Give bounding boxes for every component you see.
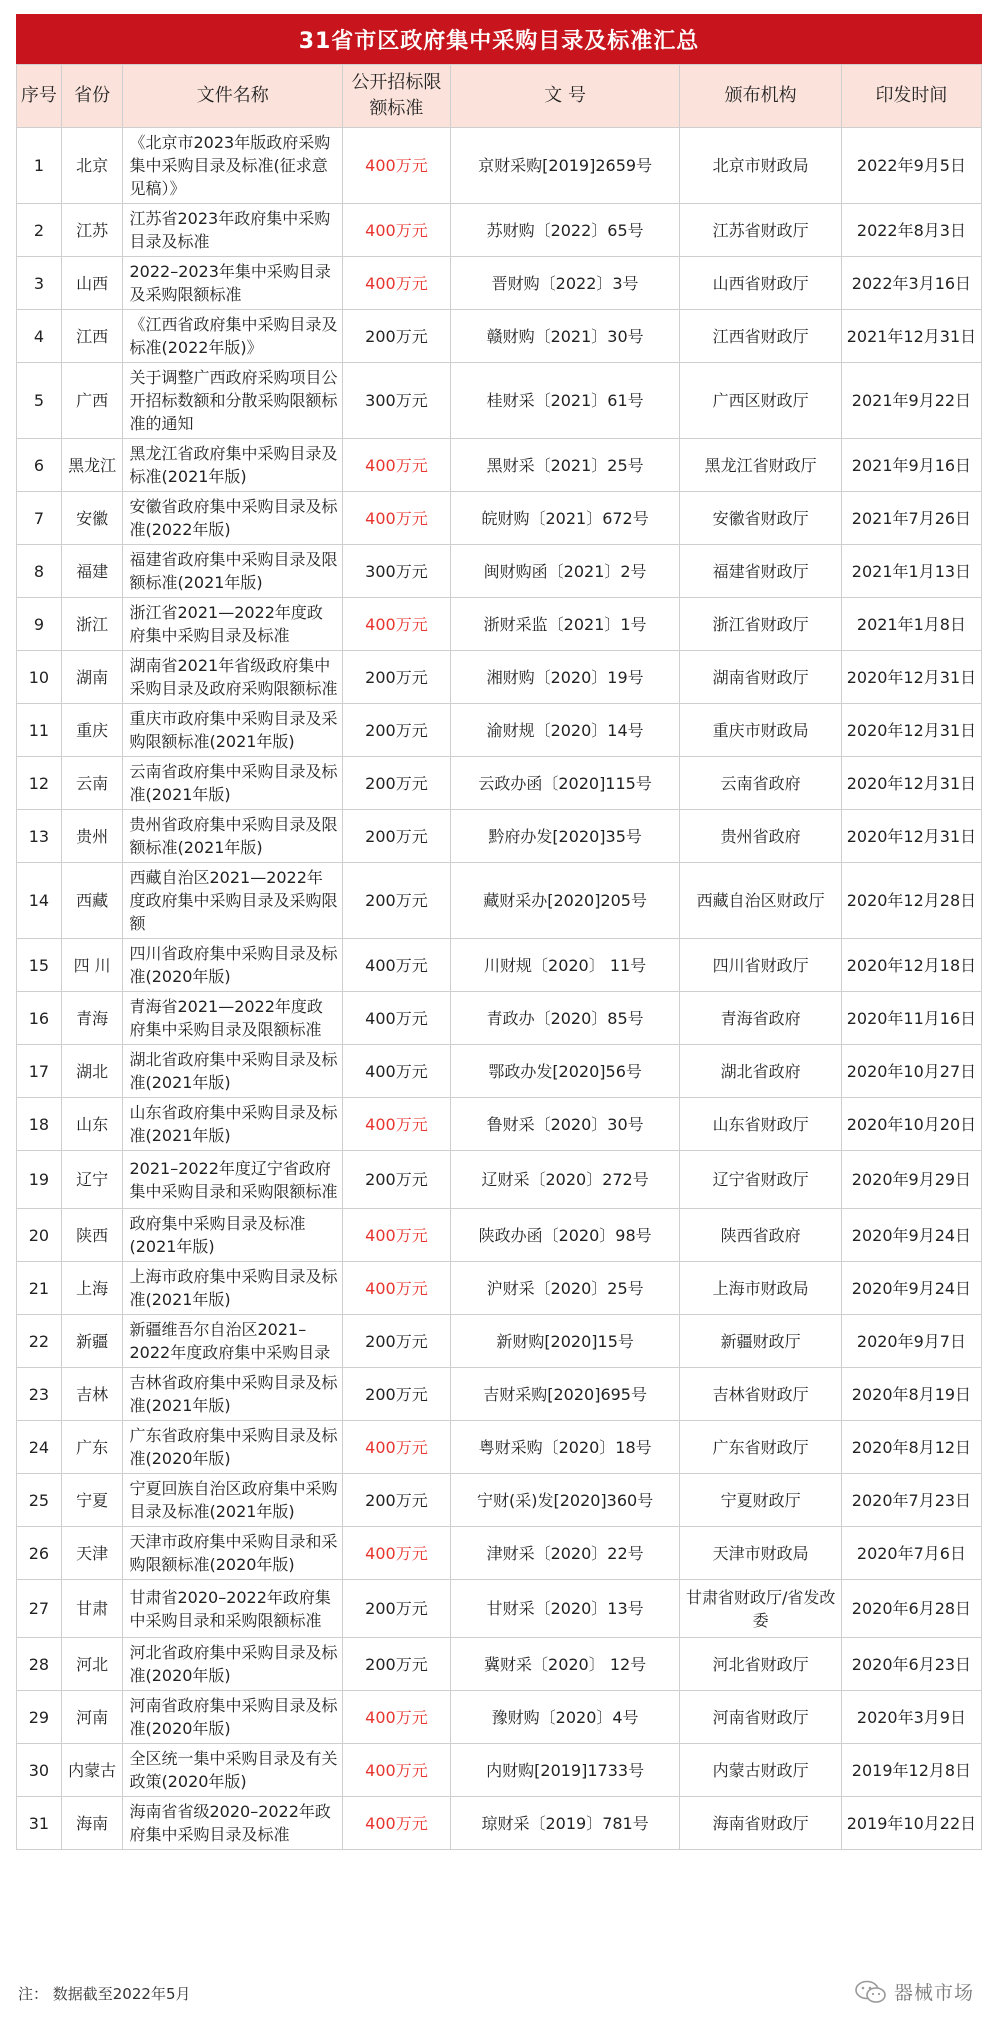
cell-no: 29 <box>17 1691 62 1744</box>
cell-doc: 新疆维吾尔自治区2021–2022年度政府集中采购目录 <box>123 1315 343 1368</box>
cell-doc-number: 甘财采〔2020〕13号 <box>450 1580 680 1638</box>
cell-standard: 200万元 <box>343 1474 451 1527</box>
cell-no: 1 <box>17 128 62 204</box>
cell-doc: 宁夏回族自治区政府集中采购目录及标准(2021年版) <box>123 1474 343 1527</box>
cell-standard: 400万元 <box>343 992 451 1045</box>
cell-doc-number: 新财购[2020]15号 <box>450 1315 680 1368</box>
cell-doc: 四川省政府集中采购目录及标准(2020年版) <box>123 939 343 992</box>
cell-issuer: 西藏自治区财政厅 <box>680 863 841 939</box>
cell-doc: 云南省政府集中采购目录及标准(2021年版) <box>123 757 343 810</box>
cell-no: 5 <box>17 363 62 439</box>
table-row <box>17 1045 982 1098</box>
cell-no: 9 <box>17 598 62 651</box>
table-row <box>17 1580 982 1638</box>
cell-issuer: 北京市财政局 <box>680 128 841 204</box>
cell-date: 2020年7月23日 <box>841 1474 981 1527</box>
table-row <box>17 128 982 204</box>
cell-doc-number: 内财购[2019]1733号 <box>450 1744 680 1797</box>
cell-issuer: 吉林省财政厅 <box>680 1368 841 1421</box>
cell-province: 宁夏 <box>61 1474 123 1527</box>
table-row <box>17 1421 982 1474</box>
cell-doc-number: 京财采购[2019]2659号 <box>450 128 680 204</box>
cell-doc: 青海省2021—2022年度政府集中采购目录及限额标准 <box>123 992 343 1045</box>
cell-issuer: 四川省财政厅 <box>680 939 841 992</box>
table-header-row <box>17 65 982 128</box>
cell-standard: 400万元 <box>343 1691 451 1744</box>
cell-doc: 贵州省政府集中采购目录及限额标准(2021年版) <box>123 810 343 863</box>
cell-date: 2020年11月16日 <box>841 992 981 1045</box>
cell-province: 内蒙古 <box>61 1744 123 1797</box>
cell-province: 湖北 <box>61 1045 123 1098</box>
cell-doc-number: 晋财购〔2022〕3号 <box>450 257 680 310</box>
cell-doc: 上海市政府集中采购目录及标准(2021年版) <box>123 1262 343 1315</box>
cell-province: 湖南 <box>61 651 123 704</box>
cell-doc-number: 云政办函〔2020]115号 <box>450 757 680 810</box>
cell-issuer: 安徽省财政厅 <box>680 492 841 545</box>
cell-doc: 关于调整广西政府采购项目公开招标数额和分散采购限额标准的通知 <box>123 363 343 439</box>
cell-no: 21 <box>17 1262 62 1315</box>
cell-standard: 400万元 <box>343 1045 451 1098</box>
cell-province: 河北 <box>61 1638 123 1691</box>
cell-doc-number: 冀财采〔2020〕 12号 <box>450 1638 680 1691</box>
cell-issuer: 广西区财政厅 <box>680 363 841 439</box>
cell-province: 贵州 <box>61 810 123 863</box>
cell-standard: 400万元 <box>343 939 451 992</box>
cell-standard: 400万元 <box>343 1262 451 1315</box>
cell-doc: 河南省政府集中采购目录及标准(2020年版) <box>123 1691 343 1744</box>
cell-no: 7 <box>17 492 62 545</box>
cell-doc-number: 藏财采办[2020]205号 <box>450 863 680 939</box>
cell-standard: 200万元 <box>343 1580 451 1638</box>
cell-province: 山西 <box>61 257 123 310</box>
cell-date: 2020年9月24日 <box>841 1262 981 1315</box>
cell-doc: 政府集中采购目录及标准(2021年版) <box>123 1209 343 1262</box>
cell-doc: 安徽省政府集中采购目录及标准(2022年版) <box>123 492 343 545</box>
table-row <box>17 1315 982 1368</box>
cell-issuer: 湖南省财政厅 <box>680 651 841 704</box>
table-row <box>17 1691 982 1744</box>
cell-province: 辽宁 <box>61 1151 123 1209</box>
cell-standard: 200万元 <box>343 310 451 363</box>
table-row <box>17 1368 982 1421</box>
cell-doc: 天津市政府集中采购目录和采购限额标准(2020年版) <box>123 1527 343 1580</box>
cell-issuer: 海南省财政厅 <box>680 1797 841 1850</box>
table-row <box>17 651 982 704</box>
cell-standard: 200万元 <box>343 1315 451 1368</box>
cell-date: 2020年8月12日 <box>841 1421 981 1474</box>
cell-standard: 400万元 <box>343 257 451 310</box>
cell-issuer: 江西省财政厅 <box>680 310 841 363</box>
table-row <box>17 939 982 992</box>
cell-date: 2020年12月18日 <box>841 939 981 992</box>
cell-standard: 400万元 <box>343 492 451 545</box>
cell-date: 2020年9月24日 <box>841 1209 981 1262</box>
cell-date: 2020年9月7日 <box>841 1315 981 1368</box>
cell-no: 18 <box>17 1098 62 1151</box>
cell-province: 福建 <box>61 545 123 598</box>
cell-date: 2022年3月16日 <box>841 257 981 310</box>
cell-issuer: 新疆财政厅 <box>680 1315 841 1368</box>
cell-no: 28 <box>17 1638 62 1691</box>
table-row <box>17 1098 982 1151</box>
cell-issuer: 宁夏财政厅 <box>680 1474 841 1527</box>
footnote: 注： 数据截至2022年5月 <box>18 1985 191 2003</box>
cell-no: 8 <box>17 545 62 598</box>
cell-doc: 福建省政府集中采购目录及限额标准(2021年版) <box>123 545 343 598</box>
table-row <box>17 439 982 492</box>
cell-date: 2021年1月13日 <box>841 545 981 598</box>
cell-doc: 2022–2023年集中采购目录及采购限额标准 <box>123 257 343 310</box>
table-row <box>17 310 982 363</box>
cell-date: 2021年7月26日 <box>841 492 981 545</box>
column-header: 印发时间 <box>841 65 981 128</box>
cell-no: 2 <box>17 204 62 257</box>
cell-province: 山东 <box>61 1098 123 1151</box>
table-row <box>17 1527 982 1580</box>
cell-province: 黑龙江 <box>61 439 123 492</box>
cell-doc-number: 渝财规〔2020〕14号 <box>450 704 680 757</box>
cell-doc: 河北省政府集中采购目录及标准(2020年版) <box>123 1638 343 1691</box>
cell-date: 2021年9月22日 <box>841 363 981 439</box>
cell-date: 2021年1月8日 <box>841 598 981 651</box>
cell-doc: 湖南省2021年省级政府集中采购目录及政府采购限额标准 <box>123 651 343 704</box>
cell-issuer: 福建省财政厅 <box>680 545 841 598</box>
cell-no: 4 <box>17 310 62 363</box>
cell-doc-number: 鄂政办发[2020]56号 <box>450 1045 680 1098</box>
cell-doc: 甘肃省2020–2022年政府集中采购目录和采购限额标准 <box>123 1580 343 1638</box>
cell-date: 2020年12月31日 <box>841 704 981 757</box>
cell-province: 新疆 <box>61 1315 123 1368</box>
cell-no: 25 <box>17 1474 62 1527</box>
cell-province: 陕西 <box>61 1209 123 1262</box>
cell-standard: 200万元 <box>343 1368 451 1421</box>
cell-standard: 400万元 <box>343 1098 451 1151</box>
cell-no: 23 <box>17 1368 62 1421</box>
cell-no: 17 <box>17 1045 62 1098</box>
page-title: 31省市区政府集中采购目录及标准汇总 <box>16 14 982 64</box>
cell-date: 2020年6月28日 <box>841 1580 981 1638</box>
cell-doc-number: 吉财采购[2020]695号 <box>450 1368 680 1421</box>
cell-standard: 400万元 <box>343 128 451 204</box>
cell-no: 11 <box>17 704 62 757</box>
column-header: 公开招标限额标准 <box>343 65 451 128</box>
cell-doc-number: 黔府办发[2020]35号 <box>450 810 680 863</box>
table-row <box>17 363 982 439</box>
cell-issuer: 江苏省财政厅 <box>680 204 841 257</box>
cell-province: 吉林 <box>61 1368 123 1421</box>
cell-doc: 湖北省政府集中采购目录及标准(2021年版) <box>123 1045 343 1098</box>
cell-standard: 200万元 <box>343 651 451 704</box>
cell-no: 12 <box>17 757 62 810</box>
cell-doc-number: 沪财采〔2020〕25号 <box>450 1262 680 1315</box>
cell-no: 27 <box>17 1580 62 1638</box>
table-row <box>17 757 982 810</box>
cell-no: 19 <box>17 1151 62 1209</box>
table-row <box>17 1209 982 1262</box>
cell-doc: 黑龙江省政府集中采购目录及标准(2021年版) <box>123 439 343 492</box>
cell-date: 2020年12月31日 <box>841 651 981 704</box>
cell-issuer: 内蒙古财政厅 <box>680 1744 841 1797</box>
cell-doc: 江苏省2023年政府集中采购目录及标准 <box>123 204 343 257</box>
cell-doc: 全区统一集中采购目录及有关政策(2020年版) <box>123 1744 343 1797</box>
cell-doc-number: 青政办〔2020〕85号 <box>450 992 680 1045</box>
cell-issuer: 广东省财政厅 <box>680 1421 841 1474</box>
cell-date: 2021年9月16日 <box>841 439 981 492</box>
cell-doc-number: 湘财购〔2020〕19号 <box>450 651 680 704</box>
cell-issuer: 上海市财政局 <box>680 1262 841 1315</box>
cell-doc: 海南省省级2020–2022年政府集中采购目录及标准 <box>123 1797 343 1850</box>
table-row <box>17 992 982 1045</box>
cell-province: 云南 <box>61 757 123 810</box>
cell-standard: 200万元 <box>343 810 451 863</box>
cell-issuer: 重庆市财政局 <box>680 704 841 757</box>
cell-doc-number: 闽财购函〔2021〕2号 <box>450 545 680 598</box>
cell-doc: 山东省政府集中采购目录及标准(2021年版) <box>123 1098 343 1151</box>
cell-province: 上海 <box>61 1262 123 1315</box>
cell-doc: 浙江省2021—2022年度政府集中采购目录及标准 <box>123 598 343 651</box>
table-row <box>17 1744 982 1797</box>
cell-province: 天津 <box>61 1527 123 1580</box>
cell-province: 河南 <box>61 1691 123 1744</box>
cell-standard: 300万元 <box>343 545 451 598</box>
table-row <box>17 598 982 651</box>
cell-province: 重庆 <box>61 704 123 757</box>
cell-doc: 《北京市2023年版政府采购集中采购目录及标准(征求意见稿）》 <box>123 128 343 204</box>
cell-no: 24 <box>17 1421 62 1474</box>
cell-no: 16 <box>17 992 62 1045</box>
cell-doc-number: 川财规〔2020〕 11号 <box>450 939 680 992</box>
watermark-text: 器械市场 <box>893 1982 974 2004</box>
cell-date: 2020年9月29日 <box>841 1151 981 1209</box>
cell-no: 10 <box>17 651 62 704</box>
cell-no: 31 <box>17 1797 62 1850</box>
cell-doc-number: 苏财购〔2022〕65号 <box>450 204 680 257</box>
cell-doc-number: 辽财采〔2020〕272号 <box>450 1151 680 1209</box>
cell-doc-number: 宁财(采)发[2020]360号 <box>450 1474 680 1527</box>
cell-doc-number: 桂财采〔2021〕61号 <box>450 363 680 439</box>
cell-date: 2019年12月8日 <box>841 1744 981 1797</box>
cell-issuer: 河北省财政厅 <box>680 1638 841 1691</box>
cell-province: 江苏 <box>61 204 123 257</box>
cell-doc-number: 浙财采监〔2021〕1号 <box>450 598 680 651</box>
cell-doc: 广东省政府集中采购目录及标准(2020年版) <box>123 1421 343 1474</box>
table-row <box>17 1797 982 1850</box>
summary-frame <box>16 14 982 1850</box>
cell-issuer: 甘肃省财政厅/省发改委 <box>680 1580 841 1638</box>
cell-date: 2020年3月9日 <box>841 1691 981 1744</box>
cell-province: 广西 <box>61 363 123 439</box>
table-row <box>17 492 982 545</box>
cell-date: 2020年10月20日 <box>841 1098 981 1151</box>
cell-issuer: 河南省财政厅 <box>680 1691 841 1744</box>
cell-issuer: 青海省政府 <box>680 992 841 1045</box>
cell-doc-number: 粤财采购〔2020〕18号 <box>450 1421 680 1474</box>
cell-issuer: 山东省财政厅 <box>680 1098 841 1151</box>
cell-doc-number: 陕政办函〔2020〕98号 <box>450 1209 680 1262</box>
cell-date: 2019年10月22日 <box>841 1797 981 1850</box>
cell-date: 2020年12月31日 <box>841 810 981 863</box>
cell-doc-number: 赣财购〔2021〕30号 <box>450 310 680 363</box>
cell-doc: 2021–2022年度辽宁省政府集中采购目录和采购限额标准 <box>123 1151 343 1209</box>
cell-date: 2020年6月23日 <box>841 1638 981 1691</box>
cell-no: 26 <box>17 1527 62 1580</box>
cell-standard: 400万元 <box>343 1421 451 1474</box>
column-header: 颁布机构 <box>680 65 841 128</box>
cell-issuer: 黑龙江省财政厅 <box>680 439 841 492</box>
table-row <box>17 204 982 257</box>
cell-no: 13 <box>17 810 62 863</box>
cell-doc: 重庆市政府集中采购目录及采购限额标准(2021年版) <box>123 704 343 757</box>
table-row <box>17 1262 982 1315</box>
table-row <box>17 1638 982 1691</box>
cell-issuer: 浙江省财政厅 <box>680 598 841 651</box>
cell-doc: 吉林省政府集中采购目录及标准(2021年版) <box>123 1368 343 1421</box>
cell-standard: 200万元 <box>343 704 451 757</box>
cell-doc: 西藏自治区2021—2022年度政府集中采购目录及采购限额 <box>123 863 343 939</box>
cell-no: 20 <box>17 1209 62 1262</box>
cell-province: 海南 <box>61 1797 123 1850</box>
cell-date: 2020年8月19日 <box>841 1368 981 1421</box>
cell-standard: 300万元 <box>343 363 451 439</box>
cell-doc-number: 黑财采〔2021〕25号 <box>450 439 680 492</box>
column-header: 省份 <box>61 65 123 128</box>
cell-standard: 400万元 <box>343 204 451 257</box>
cell-province: 广东 <box>61 1421 123 1474</box>
cell-standard: 200万元 <box>343 863 451 939</box>
procurement-table <box>16 64 982 1850</box>
cell-doc: 《江西省政府集中采购目录及标准(2022年版)》 <box>123 310 343 363</box>
cell-doc-number: 豫财购〔2020〕4号 <box>450 1691 680 1744</box>
cell-issuer: 陕西省政府 <box>680 1209 841 1262</box>
table-row <box>17 257 982 310</box>
cell-date: 2020年7月6日 <box>841 1527 981 1580</box>
column-header: 文件名称 <box>123 65 343 128</box>
cell-date: 2021年12月31日 <box>841 310 981 363</box>
cell-standard: 400万元 <box>343 439 451 492</box>
cell-standard: 200万元 <box>343 757 451 810</box>
column-header: 文 号 <box>450 65 680 128</box>
cell-date: 2020年12月31日 <box>841 757 981 810</box>
cell-issuer: 山西省财政厅 <box>680 257 841 310</box>
cell-doc-number: 鲁财采〔2020〕30号 <box>450 1098 680 1151</box>
cell-province: 北京 <box>61 128 123 204</box>
column-header: 序号 <box>17 65 62 128</box>
table-row <box>17 810 982 863</box>
cell-no: 15 <box>17 939 62 992</box>
cell-issuer: 云南省政府 <box>680 757 841 810</box>
cell-doc-number: 皖财购〔2021〕672号 <box>450 492 680 545</box>
cell-standard: 200万元 <box>343 1638 451 1691</box>
cell-standard: 400万元 <box>343 598 451 651</box>
cell-issuer: 贵州省政府 <box>680 810 841 863</box>
table-row <box>17 863 982 939</box>
cell-standard: 400万元 <box>343 1527 451 1580</box>
table-row <box>17 1151 982 1209</box>
cell-province: 四 川 <box>61 939 123 992</box>
cell-standard: 200万元 <box>343 1151 451 1209</box>
cell-doc-number: 琼财采〔2019〕781号 <box>450 1797 680 1850</box>
table-row <box>17 545 982 598</box>
cell-issuer: 天津市财政局 <box>680 1527 841 1580</box>
watermark <box>854 1978 974 2005</box>
cell-no: 3 <box>17 257 62 310</box>
wechat-icon <box>854 1980 888 2004</box>
cell-issuer: 辽宁省财政厅 <box>680 1151 841 1209</box>
table-row <box>17 1474 982 1527</box>
cell-standard: 400万元 <box>343 1209 451 1262</box>
cell-province: 青海 <box>61 992 123 1045</box>
cell-no: 6 <box>17 439 62 492</box>
table-row <box>17 704 982 757</box>
cell-date: 2020年12月28日 <box>841 863 981 939</box>
cell-province: 浙江 <box>61 598 123 651</box>
cell-date: 2020年10月27日 <box>841 1045 981 1098</box>
table-body <box>17 128 982 1850</box>
cell-province: 江西 <box>61 310 123 363</box>
cell-standard: 400万元 <box>343 1797 451 1850</box>
cell-doc-number: 津财采〔2020〕22号 <box>450 1527 680 1580</box>
cell-province: 安徽 <box>61 492 123 545</box>
cell-standard: 400万元 <box>343 1744 451 1797</box>
cell-date: 2022年8月3日 <box>841 204 981 257</box>
cell-province: 西藏 <box>61 863 123 939</box>
cell-no: 30 <box>17 1744 62 1797</box>
cell-no: 22 <box>17 1315 62 1368</box>
cell-date: 2022年9月5日 <box>841 128 981 204</box>
cell-issuer: 湖北省政府 <box>680 1045 841 1098</box>
cell-province: 甘肃 <box>61 1580 123 1638</box>
cell-no: 14 <box>17 863 62 939</box>
